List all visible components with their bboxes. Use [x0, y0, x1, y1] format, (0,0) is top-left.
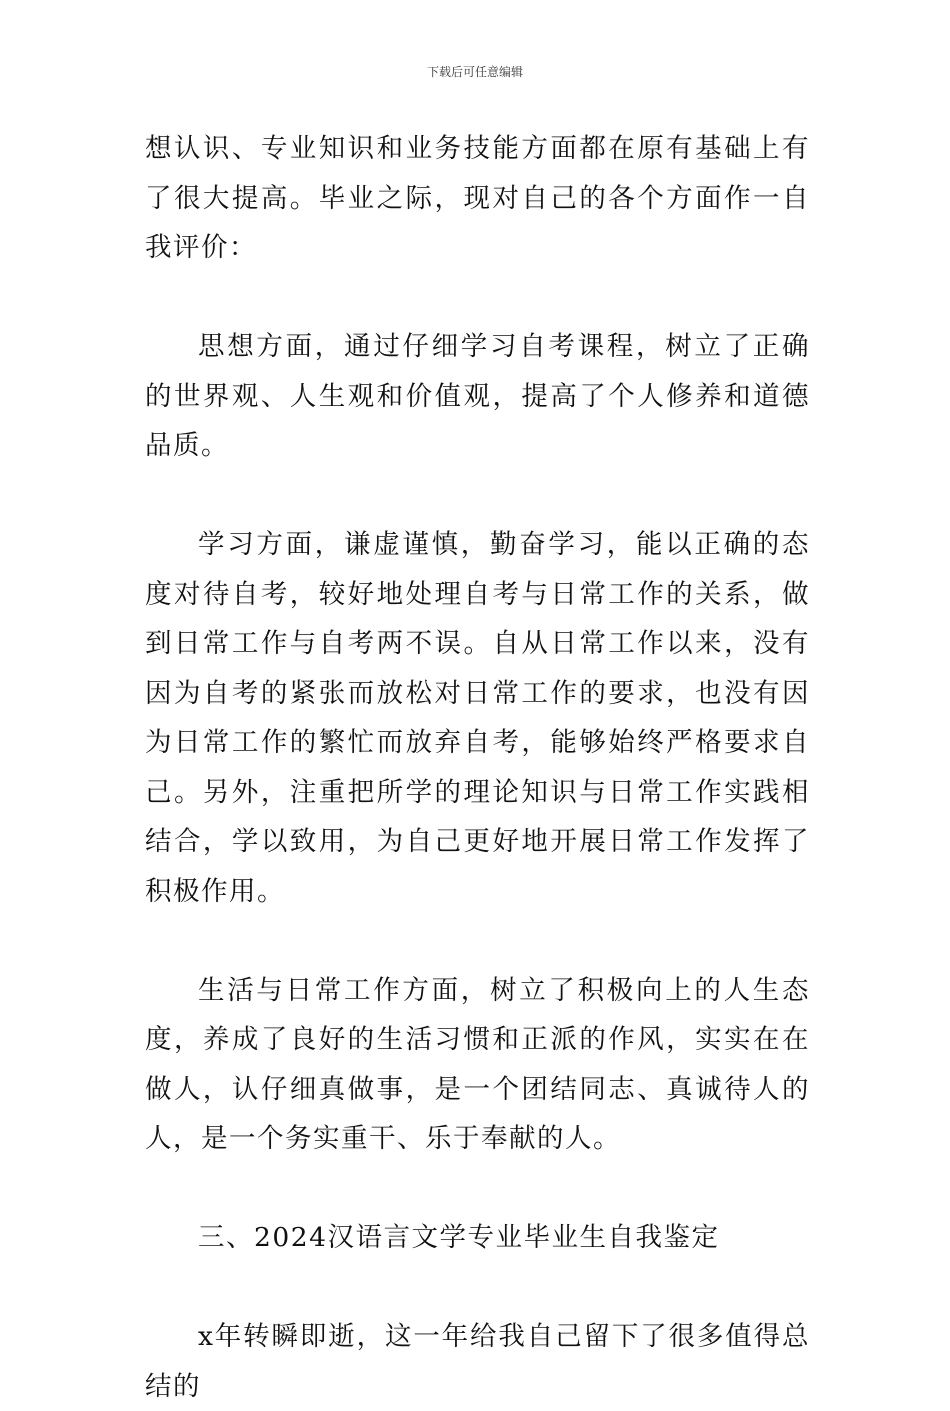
paragraph-study: 学习方面，谦虚谨慎，勤奋学习，能以正确的态度对待自考，较好地处理自考与日常工作的关系，做到日常工作与自考两不误。自从日常工作以来，没有因为自考的紧张而放松对日常工作的要求，也没有因为日常工作的繁忙而放弃自考，能够始终严格要求自己。另外，注重把所学的理论知识与日常工作实践相结合，学以致用，为自己更好地开展日常工作发挥了积极作用。	[145, 529, 810, 907]
paragraph-gap	[145, 471, 810, 521]
section-heading: 三、2024汉语言文学专业毕业生自我鉴定	[198, 1222, 720, 1253]
page-header: 下载后可任意编辑	[426, 65, 523, 79]
paragraph-year-summary: x年转瞬即逝，这一年给我自己留下了很多值得总结的	[145, 1321, 810, 1402]
paragraph-gap	[145, 1164, 810, 1214]
paragraph-life-work: 生活与日常工作方面，树立了积极向上的人生态度，养成了良好的生活习惯和正派的作风，实实在在做人，认仔细真做事，是一个团结同志、真诚待人的人，是一个务实重干、乐于奉献的人。	[145, 974, 810, 1154]
paragraph-gap	[145, 916, 810, 966]
paragraph-gap	[145, 1263, 810, 1313]
paragraph-intro: 想认识、专业知识和业务技能方面都在原有基础上有了很大提高。毕业之际，现对自己的各个方面作一自我评价：	[145, 133, 810, 263]
paragraph-thought: 思想方面，通过仔细学习自考课程，树立了正确的世界观、人生观和价值观，提高了个人修养和道德品质。	[145, 331, 810, 461]
paragraph-gap	[145, 273, 810, 323]
document-body	[145, 124, 810, 1411]
